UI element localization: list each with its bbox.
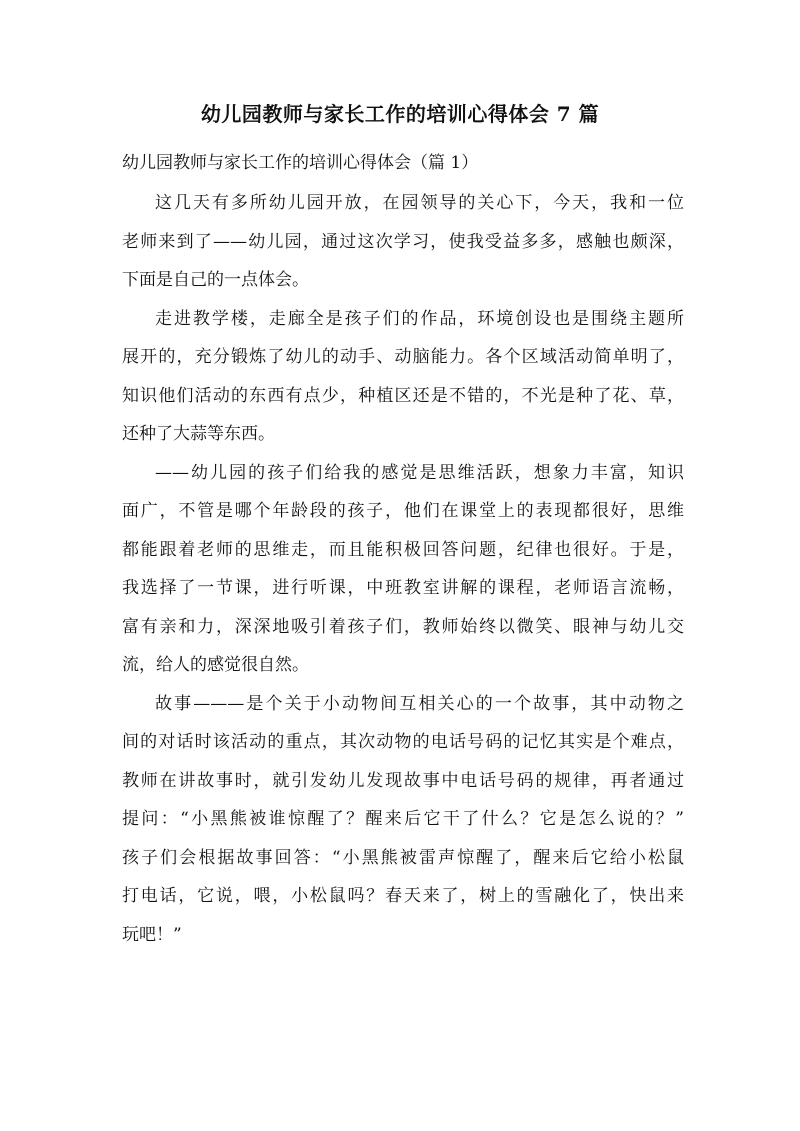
paragraph-line: 知识他们活动的东西有点少，种植区还是不错的，不光是种了花、草， [122,385,684,406]
paragraph-line: 流，给人的感觉很自然。 [122,655,309,675]
paragraph-line: 打电话，它说，喂，小松鼠吗？春天来了，树上的雪融化了，快出来 [122,886,684,906]
paragraph-line: 还种了大蒜等东西。 [122,424,275,444]
paragraph-line: ——幼儿园的孩子们给我的感觉是思维活跃，想象力丰富，知识 [155,462,684,483]
paragraph-line: 走进教学楼，走廊全是孩子们的作品，环境创设也是围绕主题所 [155,308,684,329]
paragraph-line: 老师来到了——幼儿园，通过这次学习，使我受益多多，感触也颇深， [122,231,684,252]
paragraph-line: 面广，不管是哪个年龄段的孩子，他们在课堂上的表现都很好，思维 [122,501,684,521]
paragraph-line: 孩子们会根据故事回答：“小黑熊被雷声惊醒了，醒来后它给小松鼠 [122,847,684,868]
paragraph-line: 教师在讲故事时，就引发幼儿发现故事中电话号码的规律，再者通过 [122,770,684,791]
paragraph-line: 这几天有多所幼儿园开放，在园领导的关心下，今天，我和一位 [155,193,684,213]
paragraph-line: 提问：“小黑熊被谁惊醒了？醒来后它干了什么？它是怎么说的？” [122,809,684,829]
paragraph-line: 展开的，充分锻炼了幼儿的动手、动脑能力。各个区域活动简单明了， [122,347,684,367]
paragraph-line: 故事———是个关于小动物间互相关心的一个故事，其中动物之 [155,693,684,714]
paragraph-line: 我选择了一节课，进行听课，中班教室讲解的课程，老师语言流畅， [122,578,684,598]
document-body [122,184,684,954]
paragraph-line: 间的对话时该活动的重点，其次动物的电话号码的记忆其实是个难点， [122,732,684,752]
paragraph-line: 下面是自己的一点体会。 [122,270,309,290]
section-heading: 幼儿园教师与家长工作的培训心得体会（篇 1） [122,153,479,173]
paragraph-line: 富有亲和力，深深地吸引着孩子们，教师始终以微笑、眼神与幼儿交 [122,616,684,637]
document-title: 幼儿园教师与家长工作的培训心得体会 7 篇 [200,102,600,126]
paragraph-line: 玩吧！” [122,924,182,945]
paragraph-line: 都能跟着老师的思维走，而且能积极回答问题，纪律也很好。于是， [122,539,684,560]
